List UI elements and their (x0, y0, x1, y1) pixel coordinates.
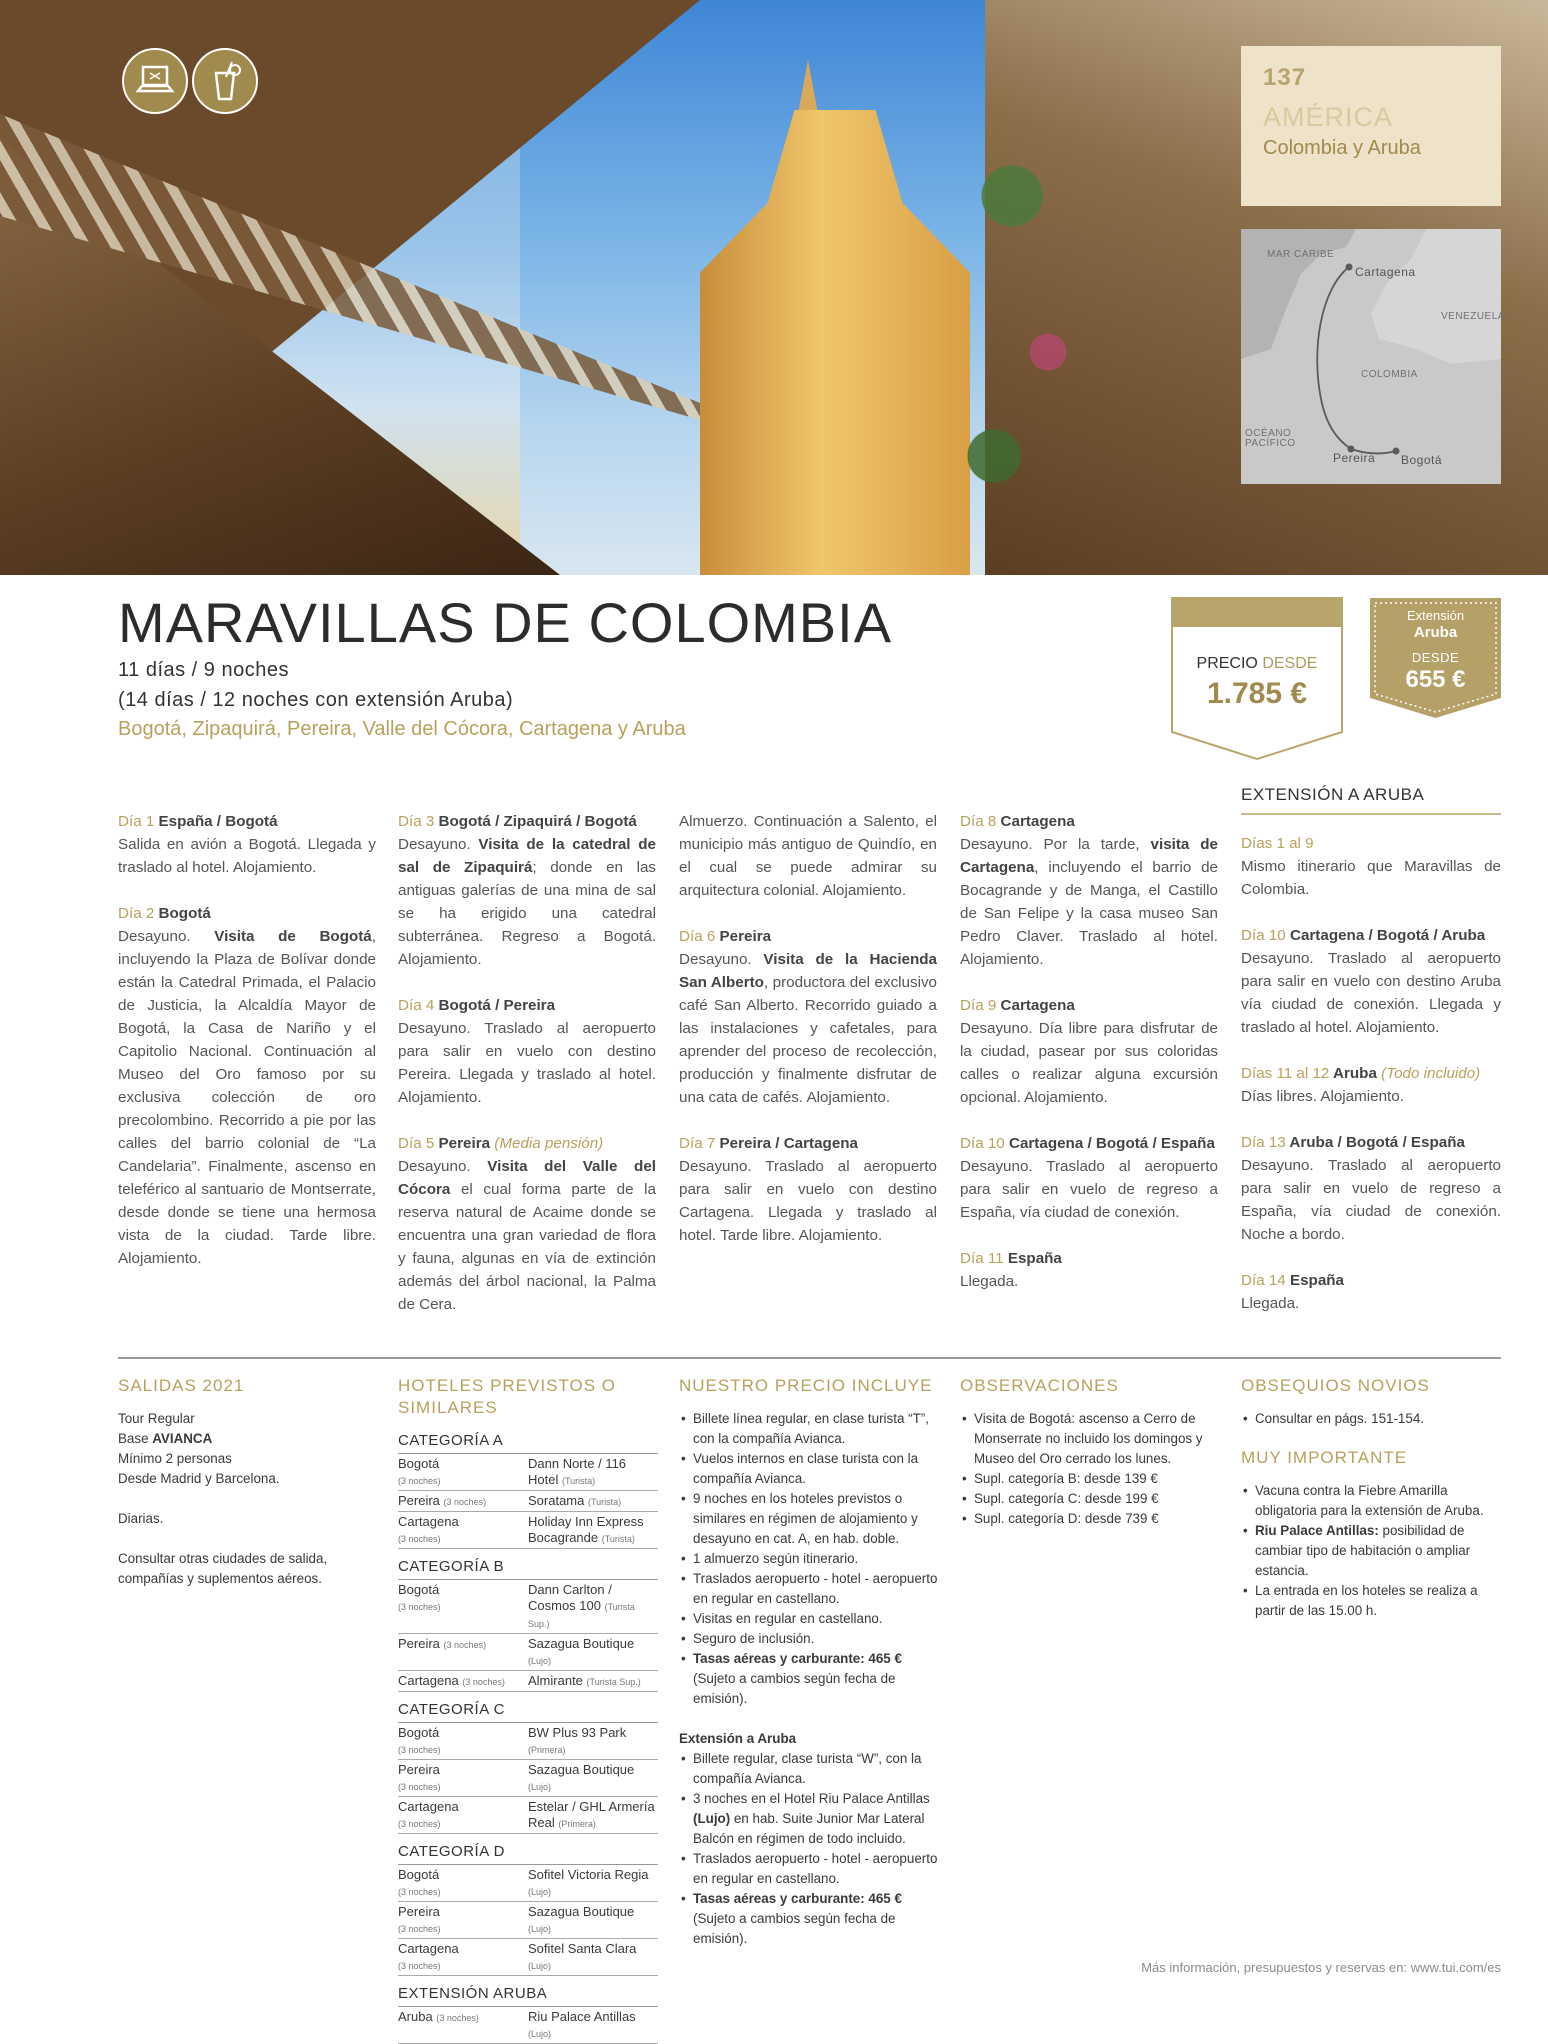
list-item: • Supl. categoría B: desde 139 € (960, 1469, 1220, 1489)
map-label-colombia: COLOMBIA (1361, 369, 1418, 380)
hotel-nights: (3 noches) (436, 2013, 479, 2023)
hotel-row (398, 2007, 658, 2044)
hotel-row (398, 1723, 658, 1760)
incluye-section (679, 1375, 939, 1949)
hotel-city: Cartagena (398, 1799, 459, 1814)
day-body: Mismo itinerario que Maravillas de Colombia. (1241, 858, 1501, 898)
day-number: Día 4 (398, 997, 435, 1014)
aruba-day-13 (1241, 1131, 1501, 1246)
day-title: Cartagena (1000, 997, 1075, 1014)
hotel-nights: (3 noches) (443, 1497, 487, 1507)
hotel-class: (Turista) (588, 1497, 622, 1507)
hoteles-section (398, 1375, 658, 2044)
text: ; donde en las antiguas galerías de una mina de sal se ha erigido una catedral subterránea. Regreso a Bogotá. Alojamiento. (398, 859, 656, 968)
day-number: Día 10 (1241, 927, 1286, 944)
day-body: Desayuno. Traslado al aeropuerto para salir en vuelo con destino Cartagena. Llegada y traslado al hotel. Tarde libre. Alojamiento. (679, 1158, 937, 1244)
hotel-class: (Lujo) (528, 1887, 552, 1897)
day-heading (1241, 1269, 1501, 1292)
hotel-nights: (3 noches) (443, 1640, 487, 1650)
day-body: Días libres. Alojamiento. (1241, 1088, 1404, 1105)
day-body: Almuerzo. Continuación a Salento, el municipio más antiguo de Quindío, en el cual se puede admirar su arquitectura colonial. Alojamiento. (679, 813, 937, 899)
hotel-row (398, 1454, 658, 1491)
hotel-city: Pereira (398, 1493, 440, 1508)
obsequios-section (1241, 1375, 1501, 1621)
text: , productora del exclusivo café San Alberto. Recorrido guiado a las instalaciones y cafetales, para aprender del proceso de recolección, producción y finalmente disfrutar de una cata de cafés. Alojamiento. (679, 974, 938, 1106)
map-marker-bogota (1393, 448, 1400, 455)
day-8 (960, 810, 1218, 971)
hotel-class: (Primera) (558, 1819, 596, 1829)
aruba-day-10 (1241, 924, 1501, 1039)
hotel-row (398, 1939, 658, 1976)
day-number: Días 11 al 12 (1241, 1065, 1330, 1082)
list-item: • Vacuna contra la Fiebre Amarilla obligatoria para la extensión de Aruba. (1241, 1481, 1501, 1521)
day-body: Llegada. (1241, 1295, 1300, 1312)
hoteles-heading: HOTELES PREVISTOS O SIMILARES (398, 1376, 617, 1417)
list-item: • Supl. categoría C: desde 199 € (960, 1489, 1220, 1509)
list-item (1241, 1521, 1501, 1581)
category-heading: CATEGORÍA C (398, 1700, 658, 1723)
text: , incluyendo la Plaza de Bolívar donde están la Catedral Primada, el Palacio de Justicia, la Alcaldía Mayor de Bogotá, la Casa de Nariño y el Capitolio Nacional. Continuación al Museo del Oro famoso por su exclusiva colección de oro precolombino. Recorrido a pie por las calles del barrio colonial de “La Candelaria”. Finalmente, ascenso en teleférico al santuario de Montserrate, desde donde se tiene una hermosa vista de la ciudad. Tarde libre. Alojamiento. (118, 928, 376, 1267)
day-number: Día 3 (398, 813, 435, 830)
laptop-icon (122, 48, 188, 114)
ext-badge-line1: Extensión (1406, 608, 1465, 623)
list-item (679, 1649, 939, 1709)
feature-icons (122, 48, 258, 114)
day-heading (1241, 1062, 1501, 1085)
text-bold: Visita del Valle del Cócora (398, 1158, 656, 1198)
day-body: Desayuno. Traslado al aeropuerto para salir en vuelo de regreso a España, vía ciudad de conexión. Noche a bordo. (1241, 1157, 1501, 1243)
hotel-row (398, 1491, 658, 1512)
day-number: Día 1 (118, 813, 155, 830)
aruba-day-14 (1241, 1269, 1501, 1315)
hotel-name: Sofitel Victoria Regia (528, 1867, 649, 1882)
hotel-row (398, 1634, 658, 1671)
hotel-class: (Lujo) (528, 2029, 552, 2039)
day-number: Día 14 (1241, 1272, 1286, 1289)
day-note: (Media pensión) (494, 1135, 604, 1152)
ext-badge-value: 655 € (1405, 666, 1466, 693)
hotel-name: Holiday Inn Express Bocagrande (528, 1514, 644, 1545)
day-body: Desayuno. Traslado al aeropuerto para salir en vuelo de regreso a España, vía ciudad de conexión. (960, 1158, 1218, 1221)
list-item: • Traslados aeropuerto - hotel - aeropuerto en regular en castellano. (679, 1849, 939, 1889)
day-7 (679, 1132, 937, 1247)
text-bold: Visita de la catedral de sal de Zipaquirá (398, 836, 657, 876)
hotel-nights: (3 noches) (398, 1887, 441, 1897)
price-value: 1.785 € (1206, 677, 1308, 710)
text: Desayuno. (679, 951, 764, 968)
day-body (679, 948, 937, 1109)
day-number: Día 13 (1241, 1134, 1286, 1151)
hotel-row (398, 1580, 658, 1634)
day-body: Desayuno. Traslado al aeropuerto para salir en vuelo con destino Aruba vía ciudad de conexión. Llegada y traslado al hotel. Alojamiento. (1241, 950, 1501, 1036)
price-label-text: PRECIO (1196, 655, 1258, 672)
salidas-line: Diarias. (118, 1511, 164, 1526)
aruba-extension-heading: EXTENSIÓN A ARUBA (1241, 785, 1501, 815)
itinerary-column-2 (398, 810, 656, 1339)
day-heading (1241, 832, 1501, 855)
day-body (398, 833, 656, 971)
hotel-city: Pereira (398, 1762, 440, 1777)
tour-duration (118, 655, 513, 715)
day-3 (398, 810, 656, 971)
hotel-class: (Lujo) (528, 1924, 552, 1934)
airline: AVIANCA (152, 1431, 213, 1446)
hotel-class: (Turista) (561, 1476, 596, 1486)
itinerary-column-1 (118, 810, 376, 1293)
list-item: • Visitas en regular en castellano. (679, 1609, 939, 1629)
hotel-name: Almirante (528, 1673, 583, 1688)
hotel-city: Pereira (398, 1904, 440, 1919)
salidas-line: Desde Madrid y Barcelona. (118, 1471, 280, 1486)
day-5-continued (679, 810, 937, 902)
hotel-class: (Primera) (528, 1745, 566, 1755)
map-label-cartagena: Cartagena (1355, 265, 1416, 279)
hotel-nights: (3 noches) (398, 1819, 441, 1829)
incluye-list (679, 1409, 939, 1709)
incluye-heading: NUESTRO PRECIO INCLUYE (679, 1376, 933, 1395)
list-item: • 1 almuerzo según itinerario. (679, 1549, 939, 1569)
day-number: Día 11 (960, 1250, 1004, 1267)
hero-flowers (940, 40, 1120, 560)
text: en hab. Suite Junior Mar Lateral Balcón en régimen de todo incluido. (693, 1811, 925, 1846)
day-title: España / Bogotá (158, 813, 278, 830)
map-label-bogota: Bogotá (1401, 453, 1443, 467)
category-heading: CATEGORÍA A (398, 1431, 658, 1454)
hotel-class: (Turista) (601, 1534, 635, 1544)
day-heading (960, 810, 1218, 833)
destination-box (1241, 46, 1501, 206)
importante-heading: MUY IMPORTANTE (1241, 1448, 1408, 1467)
hotel-nights: (3 noches) (398, 1961, 441, 1971)
day-title: Pereira (719, 928, 772, 945)
incluye-extension-heading: Extensión a Aruba (679, 1731, 797, 1746)
day-heading (960, 994, 1218, 1017)
ext-badge-desde: DESDE (1411, 650, 1460, 665)
hotel-row (398, 1512, 658, 1549)
list-item (679, 1789, 939, 1849)
hotel-city: Pereira (398, 1636, 440, 1651)
day-title: Pereira / Cartagena (719, 1135, 858, 1152)
category-heading: CATEGORÍA B (398, 1557, 658, 1580)
map-label-venezuela: VENEZUELA (1441, 311, 1505, 322)
duration-extension: (14 días / 12 noches con extensión Aruba) (118, 689, 514, 711)
list-item: • Visita de Bogotá: ascenso a Cerro de Monserrate no incluido los domingos y Museo del Oro cerrado los lunes. (960, 1409, 1220, 1469)
day-title: Bogotá (158, 905, 211, 922)
day-5 (398, 1132, 656, 1316)
aruba-extension-column (1241, 832, 1501, 1338)
text: Desayuno. Por la tarde, (960, 836, 1151, 853)
hotel-class: (Turista Sup.) (586, 1677, 641, 1687)
list-item: • Billete regular, clase turista “W”, con la compañía Avianca. (679, 1749, 939, 1789)
day-heading (398, 1132, 656, 1155)
hotel-name: Dann Carlton / Cosmos 100 (528, 1582, 612, 1613)
list-item: • Supl. categoría D: desde 739 € (960, 1509, 1220, 1529)
text: Desayuno. (398, 1158, 488, 1175)
day-title: Aruba / Bogotá / España (1289, 1134, 1465, 1151)
day-11 (960, 1247, 1218, 1293)
day-heading (1241, 924, 1501, 947)
map-label-pereira: Pereira (1333, 451, 1376, 465)
list-item (679, 1889, 939, 1949)
hotel-row (398, 1797, 658, 1834)
day-heading (118, 902, 376, 925)
day-number: Día 5 (398, 1135, 435, 1152)
observaciones-list (960, 1409, 1220, 1529)
hotel-nights: (3 noches) (462, 1677, 505, 1687)
day-title: España (1289, 1272, 1345, 1289)
salidas-line: Consultar otras ciudades de salida, compañías y suplementos aéreos. (118, 1551, 328, 1586)
hotel-class: (Turista Sup.) (528, 1602, 635, 1629)
day-1 (118, 810, 376, 879)
day-number: Día 6 (679, 928, 716, 945)
text-bold: Visita de Bogotá (214, 928, 372, 945)
day-title: Cartagena / Bogotá / Aruba (1289, 927, 1486, 944)
day-body (960, 833, 1218, 971)
salidas-heading: SALIDAS 2021 (118, 1376, 245, 1395)
day-title: Bogotá / Pereira (438, 997, 556, 1014)
text-bold: Visita de la Hacienda San Alberto (679, 951, 938, 991)
day-number: Día 8 (960, 813, 997, 830)
text: el cual forma parte de la reserva natural de Acaime donde se encuentra una gran variedad de flora y fauna, algunas en vía de extinción además del árbol nacional, la Palma de Cera. (398, 1181, 656, 1313)
day-title: Pereira (438, 1135, 491, 1152)
category-heading: CATEGORÍA D (398, 1842, 658, 1865)
hotel-name: Soratama (528, 1493, 585, 1508)
day-number: Días 1 al 9 (1241, 835, 1314, 852)
day-number: Día 2 (118, 905, 155, 922)
day-note: (Todo incluido) (1381, 1065, 1481, 1082)
hotel-city: Cartagena (398, 1514, 459, 1529)
day-title: Aruba (1333, 1065, 1377, 1082)
hotel-name: Sazagua Boutique (528, 1904, 635, 1919)
importante-list (1241, 1481, 1501, 1621)
hotel-row (398, 1865, 658, 1902)
day-heading (398, 994, 656, 1017)
text: , incluyendo el barrio de Bocagrande y de Manga, el Castillo de San Felipe y la casa museo San Pedro Claver. Traslado al hotel. Alojamiento. (960, 859, 1218, 968)
day-title: Bogotá / Zipaquirá / Bogotá (438, 813, 637, 830)
day-title: España (1007, 1250, 1062, 1267)
day-heading (398, 810, 656, 833)
day-9 (960, 994, 1218, 1109)
cocktail-icon (192, 48, 258, 114)
aruba-days-1-9 (1241, 832, 1501, 901)
day-body (398, 1155, 656, 1316)
hotel-city: Cartagena (398, 1673, 459, 1688)
hotel-name: Sofitel Santa Clara (528, 1941, 637, 1956)
hotel-nights: (3 noches) (398, 1534, 441, 1544)
price-badge (1171, 597, 1343, 760)
salidas-line (118, 1429, 378, 1449)
obsequios-list (1241, 1409, 1501, 1429)
price-label (1171, 655, 1343, 673)
hotel-row (398, 1671, 658, 1692)
hotel-nights: (3 noches) (398, 1782, 441, 1792)
text: posibilidad de cambiar tipo de habitación o ampliar estancia. (1255, 1523, 1471, 1578)
hotel-nights: (3 noches) (398, 1476, 441, 1486)
text-bold: (Lujo) (693, 1811, 731, 1826)
text: Desayuno. (398, 836, 479, 853)
day-heading (960, 1132, 1218, 1155)
tour-title: MARAVILLAS DE COLOMBIA (118, 591, 893, 654)
day-title: Cartagena (1000, 813, 1075, 830)
salidas-line: Tour Regular (118, 1411, 195, 1426)
day-number: Día 9 (960, 997, 997, 1014)
price-desde: DESDE (1262, 655, 1318, 672)
text-bold: Riu Palace Antillas: (1255, 1523, 1379, 1538)
list-item: • Consultar en págs. 151-154. (1241, 1409, 1501, 1429)
footer-contact: Más información, presupuestos y reservas en: www.tui.com/es (1141, 1960, 1501, 1975)
observaciones-section (960, 1375, 1220, 1529)
hotel-name: Sazagua Boutique (528, 1762, 635, 1777)
continent-label: AMÉRICA (1263, 102, 1394, 132)
day-body: Desayuno. Traslado al aeropuerto para salir en vuelo con destino Pereira. Llegada y traslado al hotel. Alojamiento. (398, 1020, 656, 1106)
hotel-class: (Lujo) (528, 1782, 552, 1792)
hotel-city: Aruba (398, 2009, 433, 2024)
map-label-sea: MAR CARIBE (1267, 249, 1335, 260)
salidas-line: Mínimo 2 personas (118, 1451, 232, 1466)
hotel-name: Riu Palace Antillas (528, 2009, 636, 2024)
map-marker-cartagena (1346, 264, 1353, 271)
day-body: Desayuno. Día libre para disfrutar de la ciudad, pasear por sus coloridas calles o realizar alguna excursión opcional. Alojamiento. (960, 1020, 1218, 1106)
route-map (1241, 229, 1505, 484)
text: (Sujeto a cambios según fecha de emisión). (693, 1671, 896, 1706)
page-number: 137 (1263, 64, 1307, 91)
text: (Sujeto a cambios según fecha de emisión). (693, 1911, 896, 1946)
duration-main: 11 días / 9 noches (118, 659, 289, 681)
tour-route: Bogotá, Zipaquirá, Pereira, Valle del Cócora, Cartagena y Aruba (118, 718, 686, 740)
day-body (118, 925, 376, 1270)
day-heading (118, 810, 376, 833)
section-divider (118, 1357, 1501, 1359)
text: Desayuno. (118, 928, 215, 945)
category-heading: EXTENSIÓN ARUBA (398, 1984, 658, 2007)
day-number: Día 10 (960, 1135, 1005, 1152)
day-heading (679, 1132, 937, 1155)
day-title: Cartagena / Bogotá / España (1008, 1135, 1215, 1152)
day-heading (1241, 1131, 1501, 1154)
day-number: Día 7 (679, 1135, 716, 1152)
day-4 (398, 994, 656, 1109)
hotel-name: BW Plus 93 Park (528, 1725, 627, 1740)
text-bold: Tasas aéreas y carburante: 465 € (693, 1651, 902, 1666)
day-heading (960, 1247, 1218, 1270)
region-label: Colombia y Aruba (1263, 137, 1421, 159)
day-10 (960, 1132, 1218, 1224)
hotel-name: Dann Norte / 116 Hotel (528, 1456, 627, 1487)
list-item: • Vuelos internos en clase turista con la compañía Avianca. (679, 1449, 939, 1489)
list-item: • Billete línea regular, en clase turista “T”, con la compañía Avianca. (679, 1409, 939, 1449)
hotel-city: Bogotá (398, 1725, 440, 1740)
list-item: • La entrada en los hoteles se realiza a partir de las 15.00 h. (1241, 1581, 1501, 1621)
day-2 (118, 902, 376, 1270)
itinerary-column-4 (960, 810, 1218, 1316)
hotel-class: (Lujo) (528, 1961, 552, 1971)
text: 3 noches en el Hotel Riu Palace Antillas (693, 1791, 930, 1806)
list-item: • 9 noches en los hoteles previstos o similares en régimen de alojamiento y desayuno en cat. A, en hab. doble. (679, 1489, 939, 1549)
hotel-class: (Lujo) (528, 1656, 552, 1666)
obsequios-heading: OBSEQUIOS NOVIOS (1241, 1376, 1430, 1395)
day-6 (679, 925, 937, 1109)
list-item: • Seguro de inclusión. (679, 1629, 939, 1649)
hotel-city: Bogotá (398, 1456, 440, 1471)
ext-badge-line2: Aruba (1413, 624, 1458, 641)
text: Base (118, 1431, 153, 1446)
hotel-name: Sazagua Boutique (528, 1636, 635, 1651)
hotel-name: Estelar / GHL Armería Real (528, 1799, 655, 1830)
observaciones-heading: OBSERVACIONES (960, 1376, 1119, 1395)
hotel-nights: (3 noches) (398, 1745, 441, 1755)
day-body: Salida en avión a Bogotá. Llegada y traslado al hotel. Alojamiento. (118, 836, 376, 876)
hotel-city: Cartagena (398, 1941, 459, 1956)
hotel-row (398, 1902, 658, 1939)
day-body: Llegada. (960, 1273, 1019, 1290)
aruba-days-11-12 (1241, 1062, 1501, 1108)
text-bold: visita de Cartagena (960, 836, 1218, 876)
salidas-section (118, 1375, 378, 1589)
list-item: • Traslados aeropuerto - hotel - aeropuerto en regular en castellano. (679, 1569, 939, 1609)
day-heading (679, 925, 937, 948)
hotel-row (398, 1760, 658, 1797)
itinerary-column-3 (679, 810, 937, 1270)
hotel-city: Bogotá (398, 1867, 440, 1882)
incluye-extension-list (679, 1749, 939, 1949)
text-bold: Tasas aéreas y carburante: 465 € (693, 1891, 902, 1906)
extension-price-badge (1370, 598, 1501, 718)
map-label-ocean: OCÉANO PACÍFICO (1245, 428, 1296, 449)
hotel-nights: (3 noches) (398, 1924, 441, 1934)
hotel-nights: (3 noches) (398, 1602, 441, 1612)
hotel-city: Bogotá (398, 1582, 440, 1597)
